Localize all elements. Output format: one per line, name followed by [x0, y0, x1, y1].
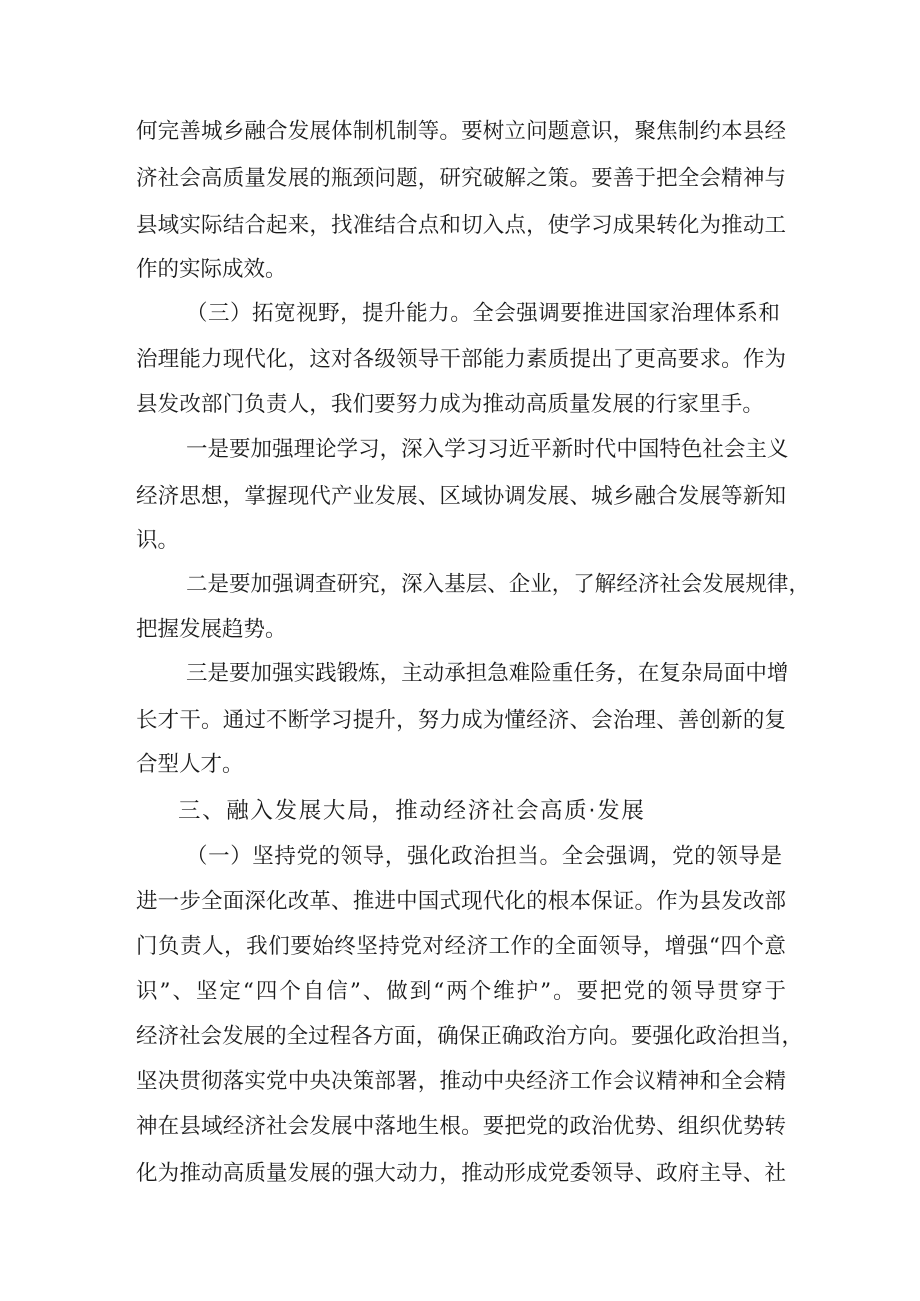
paragraph-line: 一 是 要 加 强 理 论 学 习 ， 深 入 学 习 习 近 平 新 时 代 中 国 特 色 社 会 主 义: [186, 437, 789, 462]
paragraph-line: 经 济 社 会 发 展 的 全 过 程 各 方 面 ， 确 保 正 确 政 治 方 向 。 要 强 化 政 治 担 当 ，: [136, 1024, 803, 1049]
paragraph-line: 识。: [136, 528, 180, 553]
paragraph-line: 经 济 思 想 ， 掌 握 现 代 产 业 发 展 、 区 域 协 调 发 展 、 城 乡 融 合 发 展 等 新 知: [136, 484, 786, 509]
paragraph-line: 作的实际成效。: [136, 257, 287, 282]
section-heading: 三 、 融 入 发 展 大 局 ， 推 动 经 济 社 会 高 质 · 发 展: [178, 798, 644, 824]
paragraph-line: 三 是 要 加 强 实 践 锻 炼 ， 主 动 承 担 急 难 险 重 任 务 ， 在 复 杂 局 面 中 增: [186, 661, 789, 686]
paragraph-line: 把握发展趋势。: [136, 617, 287, 642]
paragraph-line: 二 是 要 加 强 调 查 研 究 ， 深 入 基 层 、 企 业 ， 了 解 经 济 社 会 发 展 规 律 ，: [186, 572, 810, 597]
paragraph-line: 治 理 能 力 现 代 化 ， 这 对 各 级 领 导 干 部 能 力 素 质 提 出 了 更 高 要 求 。 作 为: [136, 347, 786, 372]
paragraph-line: 神 在 县 域 经 济 社 会 发 展 中 落 地 生 根 。 要 把 党 的 政 治 优 势 、 组 织 优 势 转: [136, 1114, 786, 1139]
paragraph-line: 化 为 推 动 高 质 量 发 展 的 强 大 动 力 ， 推 动 形 成 党 委 领 导 、 政 府 主 导 、 社: [136, 1161, 786, 1186]
paragraph-line: 何 完 善 城 乡 融 合 发 展 体 制 机 制 等 。 要 树 立 问 题 意 识 ， 聚 焦 制 约 本 县 经: [136, 119, 786, 144]
paragraph-line: 识 ” 、 坚 定 “ 四 个 自 信 ” 、 做 到 “ 两 个 维 护 ” 。 要 把 党 的 领 导 贯 穿 于: [136, 979, 786, 1004]
paragraph-line: 门 负 责 人 ， 我 们 要 始 终 坚 持 党 对 经 济 工 作 的 全 面 领 导 ， 增 强 “ 四 个 意: [136, 934, 786, 959]
paragraph-line: 坚 决 贯 彻 落 实 党 中 央 决 策 部 署 ， 推 动 中 央 经 济 工 作 会 议 精 神 和 全 会 精: [136, 1069, 786, 1094]
paragraph-line: 济 社 会 高 质 量 发 展 的 瓶 颈 问 题 ， 研 究 破 解 之 策 。 要 善 于 把 全 会 精 神 与: [136, 166, 786, 191]
paragraph-line: 县 域 实 际 结 合 起 来 ， 找 准 结 合 点 和 切 入 点 ， 使 学 习 成 果 转 化 为 推 动 工: [136, 213, 786, 238]
paragraph-line: 进 一 步 全 面 深 化 改 革 、 推 进 中 国 式 现 代 化 的 根 本 保 证 。 作 为 县 发 改 部: [136, 889, 786, 914]
paragraph-line: 长 才 干 。 通 过 不 断 学 习 提 升 ， 努 力 成 为 懂 经 济 、 会 治 理 、 善 创 新 的 复: [136, 708, 786, 733]
paragraph-line: （ 三 ） 拓 宽 视 野 ， 提 升 能 力 。 全 会 强 调 要 推 进 国 家 治 理 体 系 和: [186, 301, 780, 326]
paragraph-line: 县 发 改 部 门 负 责 人 ， 我 们 要 努 力 成 为 推 动 高 质 量 发 展 的 行 家 里 手 。: [136, 392, 764, 417]
paragraph-line: 合型人才。: [136, 752, 244, 777]
paragraph-line: （ 一 ） 坚 持 党 的 领 导 ， 强 化 政 治 担 当 。 全 会 强 调 ， 党 的 领 导 是: [186, 844, 782, 869]
